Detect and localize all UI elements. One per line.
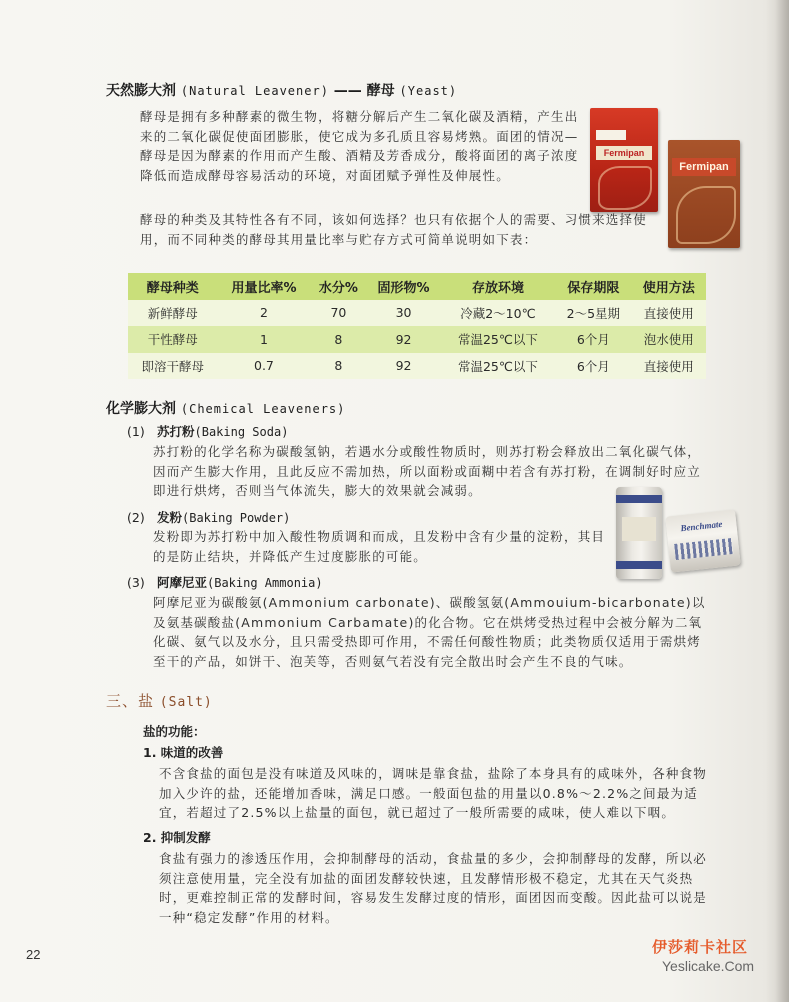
- section-heading-natural-leavener: [106, 80, 457, 100]
- baking-ammonia-text: 阿摩尼亚为碳酸氨(Ammonium carbonate)、碳酸氢氨(Ammouium-bicarbonate)以及氨基碳酸盐(Ammonium Carbamate)的化合物。它在烘烤受热过程中会被分解为二氧化碳、氨气以及水分，且只需受热即可作用，不需任何酸性物质；此类物质仅适用于需烘烤至干的产品，如饼干、泡芙等，否则氨气若没有完全散出时会产生不良的气味。: [153, 595, 706, 669]
- table-cell: 2～5星期: [555, 300, 631, 327]
- section-heading-chemical-leaveners: [106, 398, 345, 418]
- baking-powder-cans-photo: [616, 487, 746, 587]
- watermark-en: Yeslicake.Com: [662, 958, 755, 974]
- table-cell: 70: [310, 300, 366, 327]
- table-cell: 干性酵母: [128, 326, 217, 353]
- table-cell: 直接使用: [632, 300, 706, 327]
- heading-dash: ——: [333, 83, 362, 99]
- baking-soda-text: 苏打粉的化学名称为碳酸氢钠，若遇水分或酸性物质时，则苏打粉会释放出二氧化碳气体，因而产生膨大作用，且此反应不需加热，所以面粉或面糊中若含有苏打粉，在调制好时应立即进行烘烤，否则当气体流失，膨大的效果就会减弱。: [153, 444, 702, 498]
- salt-function-label: 盐的功能：: [143, 724, 206, 739]
- yeast-types-intro: 酵母的种类及其特性各有不同，该如何选择？也只有依据个人的需要、习惯来选择使用，而不同种类的酵母其用量比率与贮存方式可简单说明如下表：: [140, 212, 647, 247]
- yeast-box-label-2: Fermipan: [672, 158, 736, 176]
- subheading-baking-ammonia: (3) 阿摩尼亚(Baking Ammonia): [127, 575, 323, 590]
- table-cell: 常温25℃以下: [441, 326, 555, 353]
- yeast-box-front: [590, 108, 658, 212]
- subheading-fermentation: 2. 抑制发酵: [143, 830, 211, 845]
- page-number: 22: [26, 947, 41, 962]
- table-cell: 1: [217, 326, 310, 353]
- benchmate-can: [665, 509, 740, 572]
- table-cell: 直接使用: [632, 353, 706, 380]
- table-header-cell: 使用方法: [632, 273, 706, 300]
- table-header-cell: 固形物%: [366, 273, 440, 300]
- heading-subject-cn: 酵母: [366, 83, 395, 99]
- table-row: [128, 300, 706, 327]
- table-cell: 常温25℃以下: [441, 353, 555, 380]
- table-header-cell: 保存期限: [555, 273, 631, 300]
- table-cell: 新鲜酵母: [128, 300, 217, 327]
- heading-cn: 化学膨大剂: [106, 401, 176, 417]
- page-spine-shadow: [775, 0, 789, 1002]
- table-header-cell: 存放环境: [441, 273, 555, 300]
- can-brand-label: Benchmate: [680, 518, 723, 534]
- yeast-types-table: [128, 273, 706, 379]
- section-heading-salt: 三、盐 (Salt): [106, 692, 213, 710]
- table-header-cell: 水分%: [310, 273, 366, 300]
- subheading-baking-powder: (2) 发粉(Baking Powder): [127, 510, 291, 525]
- table-cell: 6个月: [555, 353, 631, 380]
- heading-cn: 天然膨大剂: [106, 83, 176, 99]
- table-cell: 2: [217, 300, 310, 327]
- table-header-cell: 用量比率%: [217, 273, 310, 300]
- heading-en: (Natural Leavener): [180, 84, 329, 98]
- yeast-description: 酵母是拥有多种酵素的微生物，将糖分解后产生二氧化碳及酒精，产生出来的二氧化碳促使面团膨胀，使它成为多孔质且容易烤熟。面团的情况—酵母是因为酵素的作用而产生酸、酒精及芳香成分，酸将面团的离子浓度降低而造成酵母容易活动的环境，对面团赋予弹性及伸展性。: [140, 109, 579, 183]
- salt-fermentation-text: 食盐有强力的渗透压作用，会抑制酵母的活动，食盐量的多少，会抑制酵母的发酵，所以必须注意使用量，完全没有加盐的面团发酵较快速，且发酵情形极不稳定，尤其在天气炎热时，更难控制正常的发酵时间，容易发生发酵过度的情形，面团因而变酸。因此盐可以说是一种“稳定发酵”作用的材料。: [159, 851, 708, 925]
- table-cell: 即溶干酵母: [128, 353, 217, 380]
- yeast-box-label: Fermipan: [596, 146, 652, 160]
- watermark-cn: 伊莎莉卡社区: [652, 938, 749, 956]
- table-row: [128, 353, 706, 380]
- table-cell: 泡水使用: [632, 326, 706, 353]
- heading-en: (Chemical Leaveners): [180, 402, 346, 416]
- heading-subject-en: (Yeast): [399, 84, 458, 98]
- table-cell: 92: [366, 353, 440, 380]
- salt-taste-text: 不含食盐的面包是没有味道及风味的，调味是靠食盐，盐除了本身具有的咸味外，各种食物加入少许的盐，还能增加香味，满足口感。一般面包盐的用量以0.8%～2.2%之间最为适宜，若超过了2.5%以上盐量的面包，就已超过了一般所需要的咸味，使人难以下咽。: [159, 766, 708, 820]
- subheading-baking-soda: (1) 苏打粉(Baking Soda): [127, 424, 289, 439]
- table-cell: 8: [310, 353, 366, 380]
- subheading-taste: 1. 味道的改善: [143, 745, 224, 760]
- baking-powder-text: 发粉即为苏打粉中加入酸性物质调和而成，且发粉中含有少量的淀粉，其目的是防止结块，并降低产生过度膨胀的可能。: [153, 529, 606, 564]
- table-row: [128, 326, 706, 353]
- yeast-box-back: [668, 140, 740, 248]
- table-cell: 0.7: [217, 353, 310, 380]
- table-cell: 6个月: [555, 326, 631, 353]
- table-header-cell: 酵母种类: [128, 273, 217, 300]
- powder-can: [616, 487, 662, 579]
- table-cell: 8: [310, 326, 366, 353]
- table-cell: 冷藏2～10℃: [441, 300, 555, 327]
- table-cell: 92: [366, 326, 440, 353]
- table-cell: 30: [366, 300, 440, 327]
- table-header-row: [128, 273, 706, 300]
